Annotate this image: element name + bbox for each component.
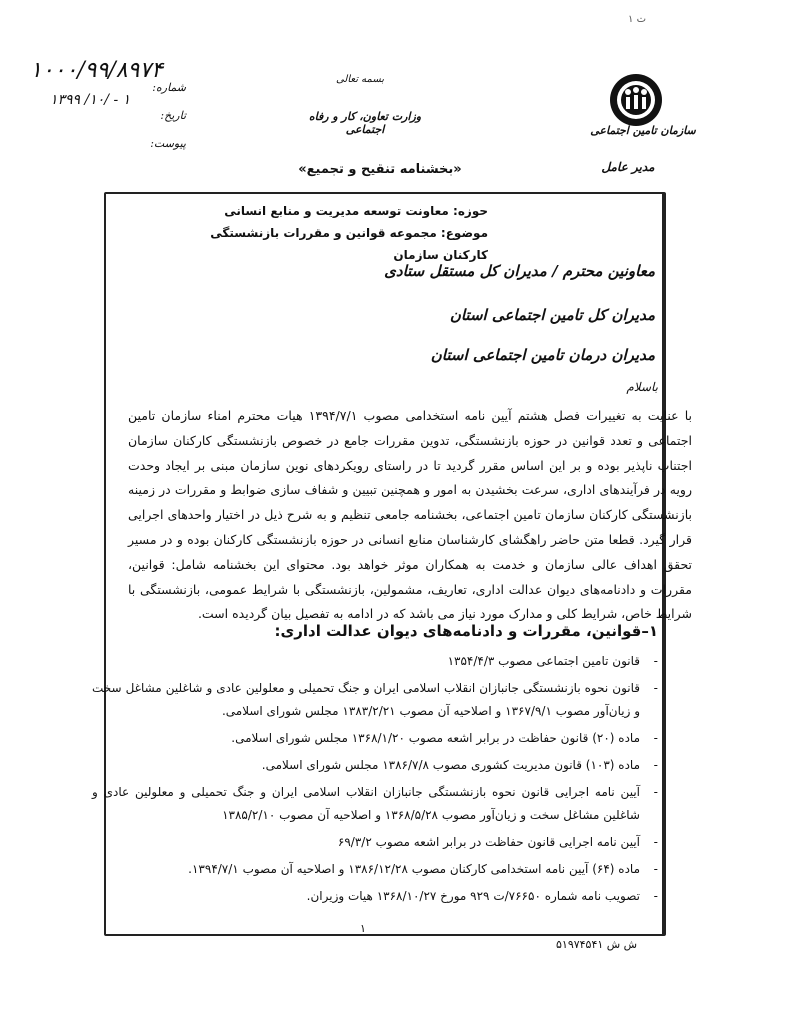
corner-mark: ۱ ت: [628, 14, 646, 25]
ministry-name: وزارت تعاون، کار و رفاه اجتماعی: [308, 110, 422, 136]
list-item: - قانون نحوه بازنشستگی جانبازان انقلاب اسلامی ایران و جنگ تحمیلی و معلولین عادی و شاغلین مشاغل سخت و زیان‌آور مصوب ۱۳۶۷/۹/۱ و اصلاحیه آن مصوب ۱۳۸۳/۲/۲۱ مجلس شورای اسلامی.: [92, 677, 658, 723]
circular-title: «بخشنامه تنقیح و تجمیع»: [298, 162, 462, 177]
list-item: - آیین نامه اجرایی قانون حفاظت در برابر اشعه مصوب ۶۹/۳/۲: [92, 831, 658, 854]
section-heading: ۱–قوانین، مقررات و دادنامه‌های دیوان عدالت اداری:: [274, 622, 658, 640]
greeting: باسلام: [626, 380, 658, 394]
subject-block: [188, 200, 488, 266]
number-label: شماره:: [152, 81, 186, 94]
subject-topic: موضوع: مجموعه قوانین و مقررات بازنشستگی کارکنان سازمان: [210, 226, 488, 262]
meta-labels: [150, 74, 186, 158]
page-number: ۱: [360, 922, 366, 935]
list-item: - آیین نامه اجرایی قانون نحوه بازنشستگی جانبازان انقلاب اسلامی ایران و جنگ تحمیلی و معلولین عادی و شاغلین مشاغل سخت و زیان‌آور مصوب ۱۳۶۸/۵/۲۸ و اصلاحیه آن مصوب ۱۳۸۵/۲/۱۰: [92, 781, 658, 827]
recipient-line: معاونین محترم / مدیران کل مستقل ستادی: [384, 262, 655, 280]
list-item: - ماده (۱۰۳) قانون مدیریت کشوری مصوب ۱۳۸۶/۷/۸ مجلس شورای اسلامی.: [92, 754, 658, 777]
list-item: - تصویب نامه شماره ۷۶۶۵۰/ت ۹۲۹ مورخ ۱۳۶۸/۱۰/۲۷ هیات وزیران.: [92, 885, 658, 908]
list-item: - ماده (۲۰) قانون حفاظت در برابر اشعه مصوب ۱۳۶۸/۱/۲۰ مجلس شورای اسلامی.: [92, 727, 658, 750]
body-paragraph: با عنایت به تغییرات فصل هشتم آیین نامه استخدامی مصوب ۱۳۹۴/۷/۱ هیات محترم امناء سازمان تامین اجتماعی و تعدد قوانین در حوزه بازنشستگی، تدوین مقررات جامع در خصوص بازنشستگی کارکنان سازمان اجتناب ناپذیر بوده و بر این اساس مقرر گردید تا در راستای رویکردهای نوین سازمان مبنی بر ایجاد وحدت رویه در فرآیندهای اداری، سرعت بخشیدن به امور و همچنین تبیین و شفاف سازی ضوابط و مقررات در زمینه بازنشستگی کارکنان سازمان تامین اجتماعی، بخشنامه جامعی تنظیم و به شرح ذیل در اختیار واحدهای اجرایی قرار گیرد. قطعا متن حاضر راهگشای کارشناسان منابع انسانی در حوزه بازنشستگی کارکنان بوده و در مسیر تحقق اهداف عالی سازمان و خدمت به همکاران موثر خواهد بود. محتوای این بخشنامه شامل: قوانین، مقررات و دادنامه‌های دیوان عدالت اداری، تعاریف، مشمولین، بازنشستگی با شرایط عمومی، بازنشستگی با شرایط خاص، شرایط کلی و مدارک مورد نیاز می باشد که در ادامه به تفصیل بیان گردیده است.: [128, 408, 692, 622]
letter-date: ۱۳۹۹ /۱۰/ - ۱: [50, 92, 131, 108]
letter-number: ۱۰۰۰/۹۹/۸۹۷۴: [30, 58, 163, 83]
recipient-line: مدیران کل تامین اجتماعی استان: [449, 306, 655, 324]
basmala: بسمه تعالی: [335, 74, 385, 85]
list-item: - ماده (۶۴) آیین نامه استخدامی کارکنان مصوب ۱۳۸۶/۱۲/۲۸ و اصلاحیه آن مصوب ۱۳۹۴/۷/۱.: [92, 858, 658, 881]
subject-domain: حوزه: معاونت توسعه مدیریت و منابع انسانی: [224, 204, 488, 218]
laws-list: [92, 650, 658, 912]
ceo-label: مدیر عامل: [601, 160, 655, 174]
date-label: تاریخ:: [160, 109, 186, 122]
attachment-label: پیوست:: [150, 137, 186, 150]
list-item: - قانون تامین اجتماعی مصوب ۱۳۵۴/۴/۳: [92, 650, 658, 673]
serial-number: ش ش ۵۱۹۷۴۵۴۱: [556, 938, 638, 951]
organization-name: سازمان تامین اجتماعی: [590, 124, 696, 137]
recipient-line: مدیران درمان تامین اجتماعی استان: [430, 346, 655, 364]
